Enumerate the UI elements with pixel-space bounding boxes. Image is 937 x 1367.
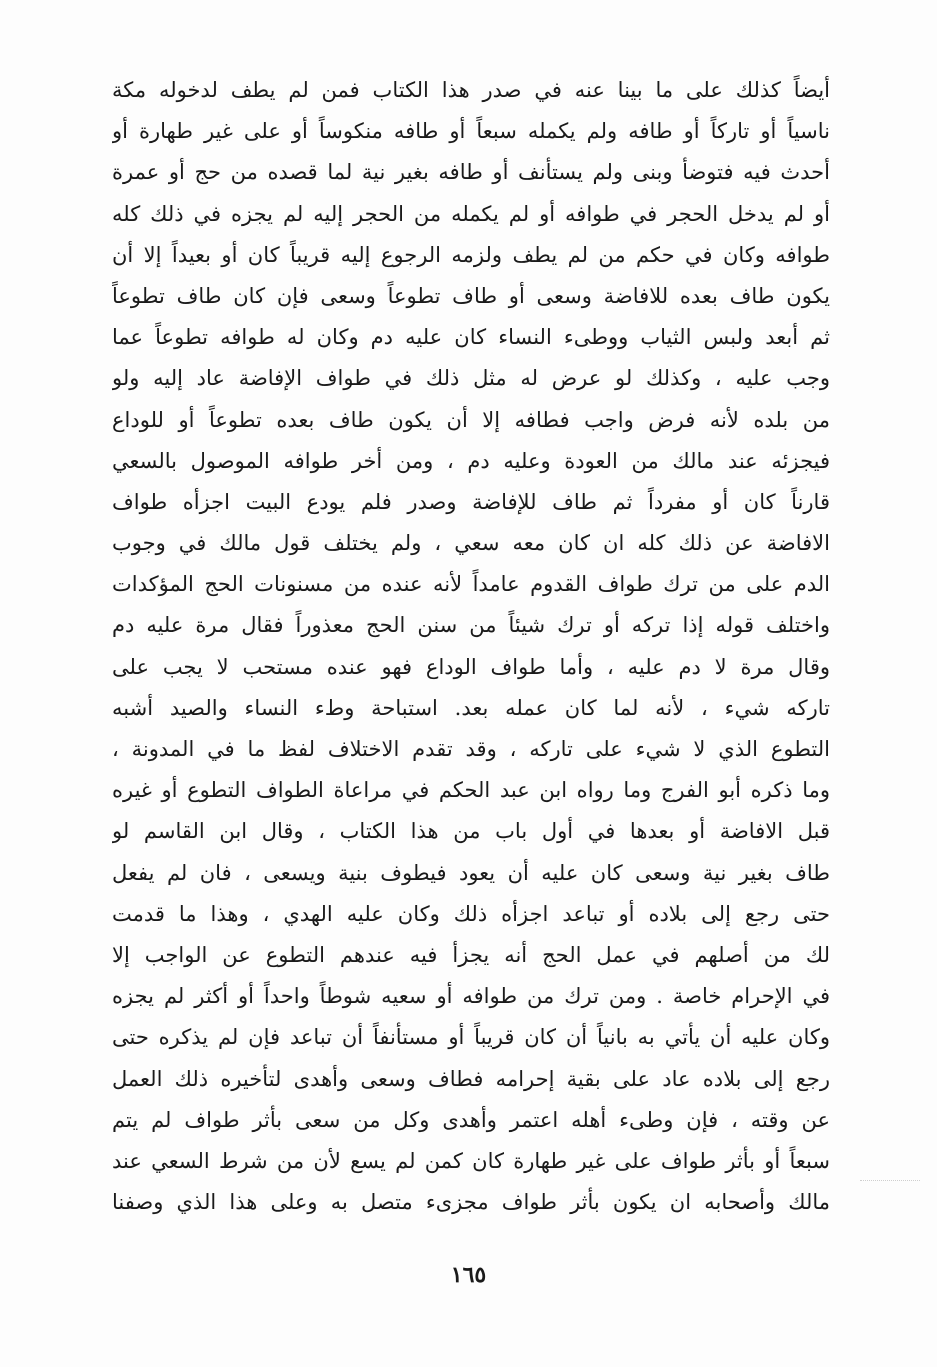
text-line: طاف بغير نية وسعى كان عليه أن يعود فيطوف بنية ويسعى ، فان لم يفعل	[112, 860, 830, 885]
text-line: قبل الافاضة أو بعدها في أول باب من هذا الكتاب ، وقال ابن القاسم لو	[112, 819, 830, 844]
text-line: قارناً كان أو مفرداً ثم طاف للإفاضة وصدر فلم يودع البيت اجزأه طواف	[112, 489, 830, 514]
text-line: تاركه شيء ، لأنه لما كان عمله بعد. استباحة وطء النساء والصيد أشبه	[112, 695, 830, 720]
text-line: رجع إلى بلاده عاد على بقية إحرامه فطاف وسعى وأهدى لتأخيره ذلك العمل	[112, 1066, 830, 1091]
text-line: عن وقته ، فإن وطىء أهله اعتمر وأهدى وكل من سعى بأثر طواف لم يتم	[112, 1107, 830, 1132]
text-line: وقال مرة لا دم عليه ، وأما طواف الوداع فهو عنده مستحب لا يجب على	[112, 654, 830, 679]
text-line: لك من أصلهم في عمل الحج أنه يجزأ فيه عندهم التطوع عن الواجب إلا	[112, 942, 830, 967]
text-line: أيضاً كذلك على ما بينا عنه في صدر هذا الكتاب فمن لم يطف لدخوله مكة	[112, 78, 830, 102]
text-line: أو لم يدخل الحجر في طوافه أو لم يكمله من الحجر إليه لم يجزه في ذلك كله	[112, 201, 830, 226]
text-line: الافاضة عن ذلك كله ان كان معه سعي ، ولم يختلف قول مالك في وجوب	[112, 531, 830, 556]
margin-mark	[860, 1180, 920, 1182]
text-line: الدم على من ترك طواف القدوم عامداً لأنه عنده من مسنونات الحج المؤكدات	[112, 572, 830, 597]
text-line: ثم أبعد ولبس الثياب ووطىء النساء كان عليه دم وكان له طوافه تطوعاً عما	[112, 325, 830, 350]
text-line: وجب عليه ، وكذلك لو عرض له مثل ذلك في طواف الإفاضة عاد إليه ولو	[112, 366, 830, 391]
text-line: من بلده لأنه فرض واجب فطافه إلا أن يكون طاف بعده تطوعاً أو للوداع	[112, 407, 830, 432]
text-line: طوافه وكان في حكم من لم يطف ولزمه الرجوع إليه قريباً كان أو بعيداً إلا أن	[112, 242, 830, 267]
page-number: ١٦٥	[450, 1262, 487, 1288]
text-line: وكان عليه أن يأتي به بانياً أن كان قريباً أو مستأنفاً أن تباعد فإن لم يذكره حتى	[112, 1025, 830, 1050]
text-line: ناسياً أو تاركاً أو طافه ولم يكمله سبعاً أو طافه منكوساً أو على غير طهارة أو	[112, 119, 830, 144]
text-line: في الإحرام خاصة . ومن ترك من طوافه أو سعيه شوطاً واحداً أو أكثر لم يجزه	[112, 984, 830, 1009]
text-line: سبعاً أو بأثر طواف على غير طهارة كان كمن لم يسع لأن من شرط السعي عند	[112, 1148, 830, 1173]
text-line: فيجزئه عند مالك من العودة وعليه دم ، ومن أخر طوافه الموصول بالسعي	[112, 448, 830, 473]
text-line: وما ذكره أبو الفرج وما رواه ابن عبد الحكم في مراعاة الطواف التطوع أو غيره	[112, 778, 830, 803]
text-line: أحدث فيه فتوضأ وبنى ولم يستأنف أو طافه بغير نية لما قصده من حج أو عمرة	[112, 160, 830, 185]
text-line: التطوع الذي لا شيء على تاركه ، وقد تقدم الاختلاف لفظ ما في المدونة ،	[112, 737, 830, 761]
body-text	[112, 70, 830, 1223]
text-line: حتى رجع إلى بلاده أو تباعد اجزأه ذلك وكان عليه الهدي ، وهذا ما قدمت	[112, 901, 830, 926]
text-line: مالك وأصحابه ان يكون بأثر طواف مجزىء متصل به وعلى هذا الذي وصفنا	[112, 1190, 830, 1215]
text-line: يكون طاف بعده للافاضة وسعى أو طاف تطوعاً وسعى فإن كان طاف تطوعاً	[112, 283, 830, 308]
text-line: واختلف قوله إذا تركه أو ترك شيئاً من سنن الحج معذوراً فقال مرة عليه دم	[112, 613, 830, 638]
